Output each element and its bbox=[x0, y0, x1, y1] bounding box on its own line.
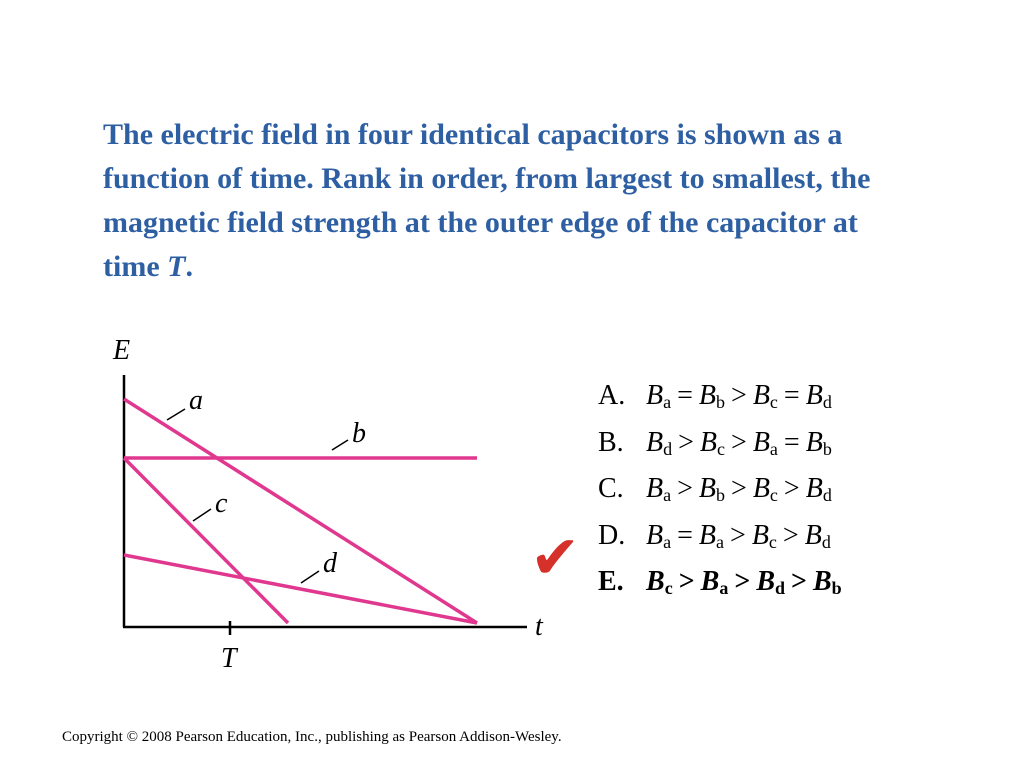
field-term bbox=[699, 380, 725, 411]
answer-expression bbox=[646, 562, 842, 609]
answer-choice[interactable] bbox=[598, 516, 842, 563]
leader-b bbox=[332, 440, 348, 450]
field-symbol: B bbox=[804, 519, 822, 551]
answer-choice[interactable] bbox=[598, 376, 842, 423]
leader-c bbox=[193, 509, 211, 521]
field-symbol: B bbox=[756, 566, 775, 597]
field-symbol: B bbox=[805, 473, 823, 504]
field-symbol: B bbox=[646, 473, 664, 504]
comparison-operator: > bbox=[734, 566, 751, 597]
comparison-operator: > bbox=[678, 566, 695, 597]
answer-choices bbox=[598, 376, 842, 609]
electric-field-graph bbox=[95, 325, 565, 685]
field-subscript: b bbox=[716, 392, 726, 412]
field-subscript: c bbox=[768, 531, 777, 552]
comparison-operator: > bbox=[791, 566, 807, 597]
comparison-operator: > bbox=[730, 519, 746, 551]
line-label-d: d bbox=[323, 548, 337, 579]
field-term bbox=[700, 427, 725, 458]
answer-letter: A. bbox=[598, 380, 626, 411]
field-symbol: B bbox=[646, 426, 664, 458]
field-subscript: a bbox=[663, 392, 672, 412]
field-symbol: B bbox=[646, 380, 664, 411]
line-label-c: c bbox=[215, 488, 228, 519]
question-text bbox=[103, 113, 903, 289]
x-axis-label: t bbox=[535, 611, 543, 642]
field-symbol: B bbox=[646, 519, 664, 551]
field-subscript: a bbox=[716, 531, 725, 552]
field-symbol: B bbox=[752, 473, 770, 504]
field-term bbox=[806, 427, 832, 458]
field-term bbox=[701, 566, 729, 597]
comparison-operator: = bbox=[783, 426, 800, 458]
answer-expression bbox=[646, 469, 832, 516]
field-subscript: c bbox=[769, 485, 778, 505]
field-subscript: c bbox=[664, 578, 673, 598]
field-subscript: a bbox=[719, 578, 729, 598]
field-term bbox=[805, 520, 831, 551]
y-axis-label: E bbox=[113, 335, 131, 366]
field-term bbox=[756, 566, 785, 597]
comparison-operator: = bbox=[677, 380, 693, 411]
answer-choice[interactable] bbox=[598, 423, 842, 470]
line-label-b: b bbox=[352, 418, 366, 449]
field-subscript: d bbox=[663, 438, 673, 459]
field-symbol: B bbox=[698, 473, 717, 504]
leader-d bbox=[301, 571, 319, 583]
field-symbol: B bbox=[812, 566, 832, 597]
field-term bbox=[699, 520, 724, 551]
field-subscript: a bbox=[663, 531, 672, 552]
question-period: . bbox=[185, 250, 193, 283]
field-symbol: B bbox=[700, 566, 720, 597]
comparison-operator: > bbox=[731, 473, 747, 504]
line-c bbox=[124, 458, 288, 623]
field-symbol: B bbox=[699, 426, 718, 458]
leader-a bbox=[167, 409, 185, 420]
field-symbol: B bbox=[751, 519, 769, 551]
comparison-operator: > bbox=[731, 426, 747, 458]
field-term bbox=[806, 473, 832, 504]
field-term bbox=[806, 380, 832, 411]
comparison-operator: > bbox=[677, 473, 693, 504]
field-symbol: B bbox=[752, 380, 770, 411]
field-subscript: d bbox=[775, 578, 786, 598]
answer-letter: B. bbox=[598, 426, 624, 458]
field-subscript: d bbox=[822, 392, 832, 412]
field-term bbox=[752, 520, 777, 551]
field-symbol: B bbox=[646, 566, 665, 597]
field-subscript: c bbox=[717, 438, 726, 459]
answer-expression bbox=[646, 423, 832, 470]
field-symbol: B bbox=[752, 426, 770, 458]
field-subscript: a bbox=[663, 485, 672, 505]
answer-letter: E. bbox=[598, 566, 624, 597]
line-label-a: a bbox=[189, 385, 203, 416]
field-term bbox=[699, 473, 725, 504]
field-subscript: d bbox=[821, 531, 831, 552]
checkmark-icon: ✔ bbox=[530, 523, 581, 593]
answer-choice[interactable] bbox=[598, 469, 842, 516]
field-symbol: B bbox=[805, 426, 823, 458]
answer-letter: D. bbox=[598, 519, 626, 551]
comparison-operator: > bbox=[782, 519, 799, 551]
field-term bbox=[646, 427, 672, 458]
field-subscript: c bbox=[769, 392, 778, 412]
comparison-operator: = bbox=[677, 519, 693, 551]
field-symbol: B bbox=[698, 380, 717, 411]
field-symbol: B bbox=[698, 519, 717, 551]
answer-expression bbox=[646, 376, 832, 423]
field-term bbox=[646, 380, 671, 411]
comparison-operator: = bbox=[783, 380, 800, 411]
field-term bbox=[813, 566, 842, 597]
comparison-operator: > bbox=[783, 473, 800, 504]
answer-choice[interactable] bbox=[598, 562, 842, 609]
field-term bbox=[753, 427, 778, 458]
tick-label-T: T bbox=[221, 643, 237, 674]
field-term bbox=[646, 566, 673, 597]
question-text-main: The electric field in four identical capacitors is shown as a function of time. Rank in order, from largest to smallest, the magnetic field strength at the outer edge of the capacitor at time bbox=[103, 118, 871, 283]
question-time-symbol: T bbox=[167, 250, 186, 283]
field-subscript: b bbox=[822, 438, 832, 459]
comparison-operator: > bbox=[678, 426, 694, 458]
field-subscript: a bbox=[769, 438, 778, 459]
field-term bbox=[753, 380, 778, 411]
field-subscript: d bbox=[822, 485, 832, 505]
field-lines bbox=[124, 399, 477, 623]
field-subscript: b bbox=[716, 485, 726, 505]
answer-expression bbox=[646, 516, 831, 563]
field-term bbox=[753, 473, 778, 504]
copyright-notice: Copyright © 2008 Pearson Education, Inc., publishing as Pearson Addison-Wesley. bbox=[62, 729, 562, 745]
field-term bbox=[646, 520, 671, 551]
field-symbol: B bbox=[805, 380, 823, 411]
line-label-leaders bbox=[167, 409, 348, 583]
answer-letter: C. bbox=[598, 473, 624, 504]
field-term bbox=[646, 473, 671, 504]
comparison-operator: > bbox=[731, 380, 747, 411]
field-subscript: b bbox=[831, 578, 842, 598]
